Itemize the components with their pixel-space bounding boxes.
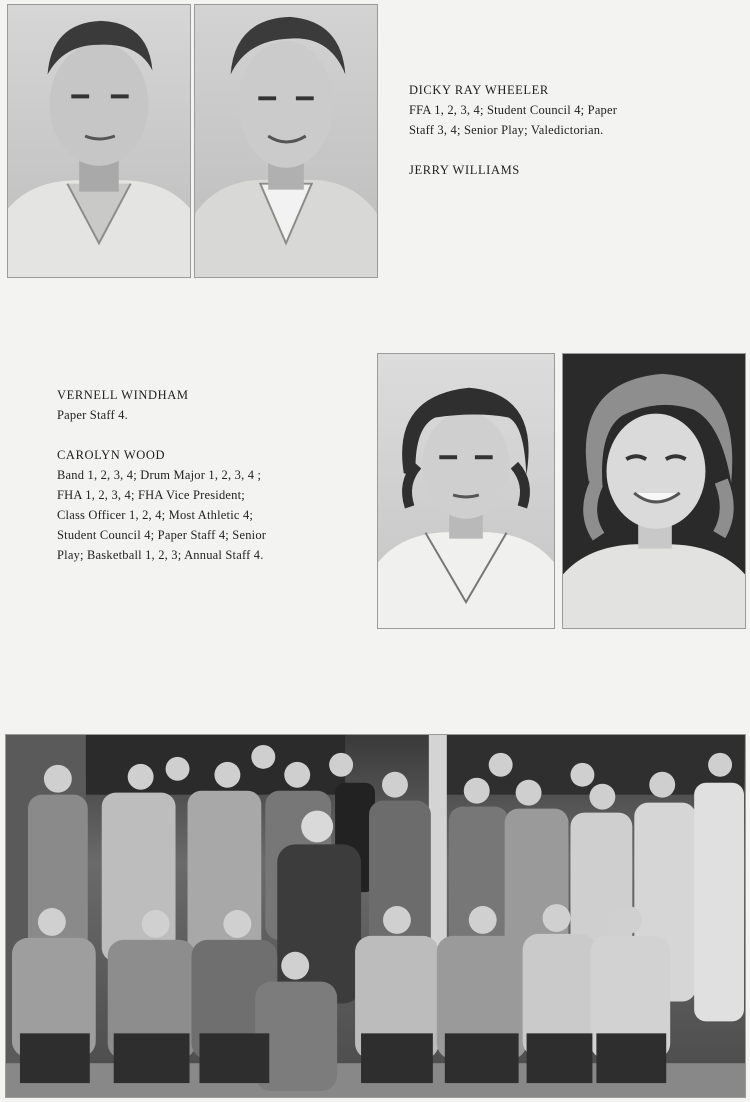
student-activities-line: Play; Basketball 1, 2, 3; Annual Staff 4. [57,548,264,562]
student-name: CAROLYN WOOD [57,448,166,462]
student-name: JERRY WILLIAMS [409,163,520,177]
student-name: DICKY RAY WHEELER [409,83,549,97]
caption-windham-wood [57,385,367,565]
portrait-jerry-williams [194,4,378,278]
caption-wheeler-williams [409,80,709,180]
student-activities-line: Staff 3, 4; Senior Play; Valedictorian. [409,123,604,137]
student-activities-line: Paper Staff 4. [57,408,128,422]
portrait-vernell-windham [377,353,555,629]
student-activities-line: Band 1, 2, 3, 4; Drum Major 1, 2, 3, 4 ; [57,468,262,482]
portrait-carolyn-wood [562,353,746,629]
student-activities-line: FFA 1, 2, 3, 4; Student Council 4; Paper [409,103,618,117]
student-activities-line: FHA 1, 2, 3, 4; FHA Vice President; [57,488,245,502]
student-activities-line: Class Officer 1, 2, 4; Most Athletic 4; [57,508,254,522]
student-activities-line: Student Council 4; Paper Staff 4; Senior [57,528,267,542]
student-name: VERNELL WINDHAM [57,388,189,402]
class-group-photo [5,734,746,1098]
portrait-dicky-ray-wheeler [7,4,191,278]
